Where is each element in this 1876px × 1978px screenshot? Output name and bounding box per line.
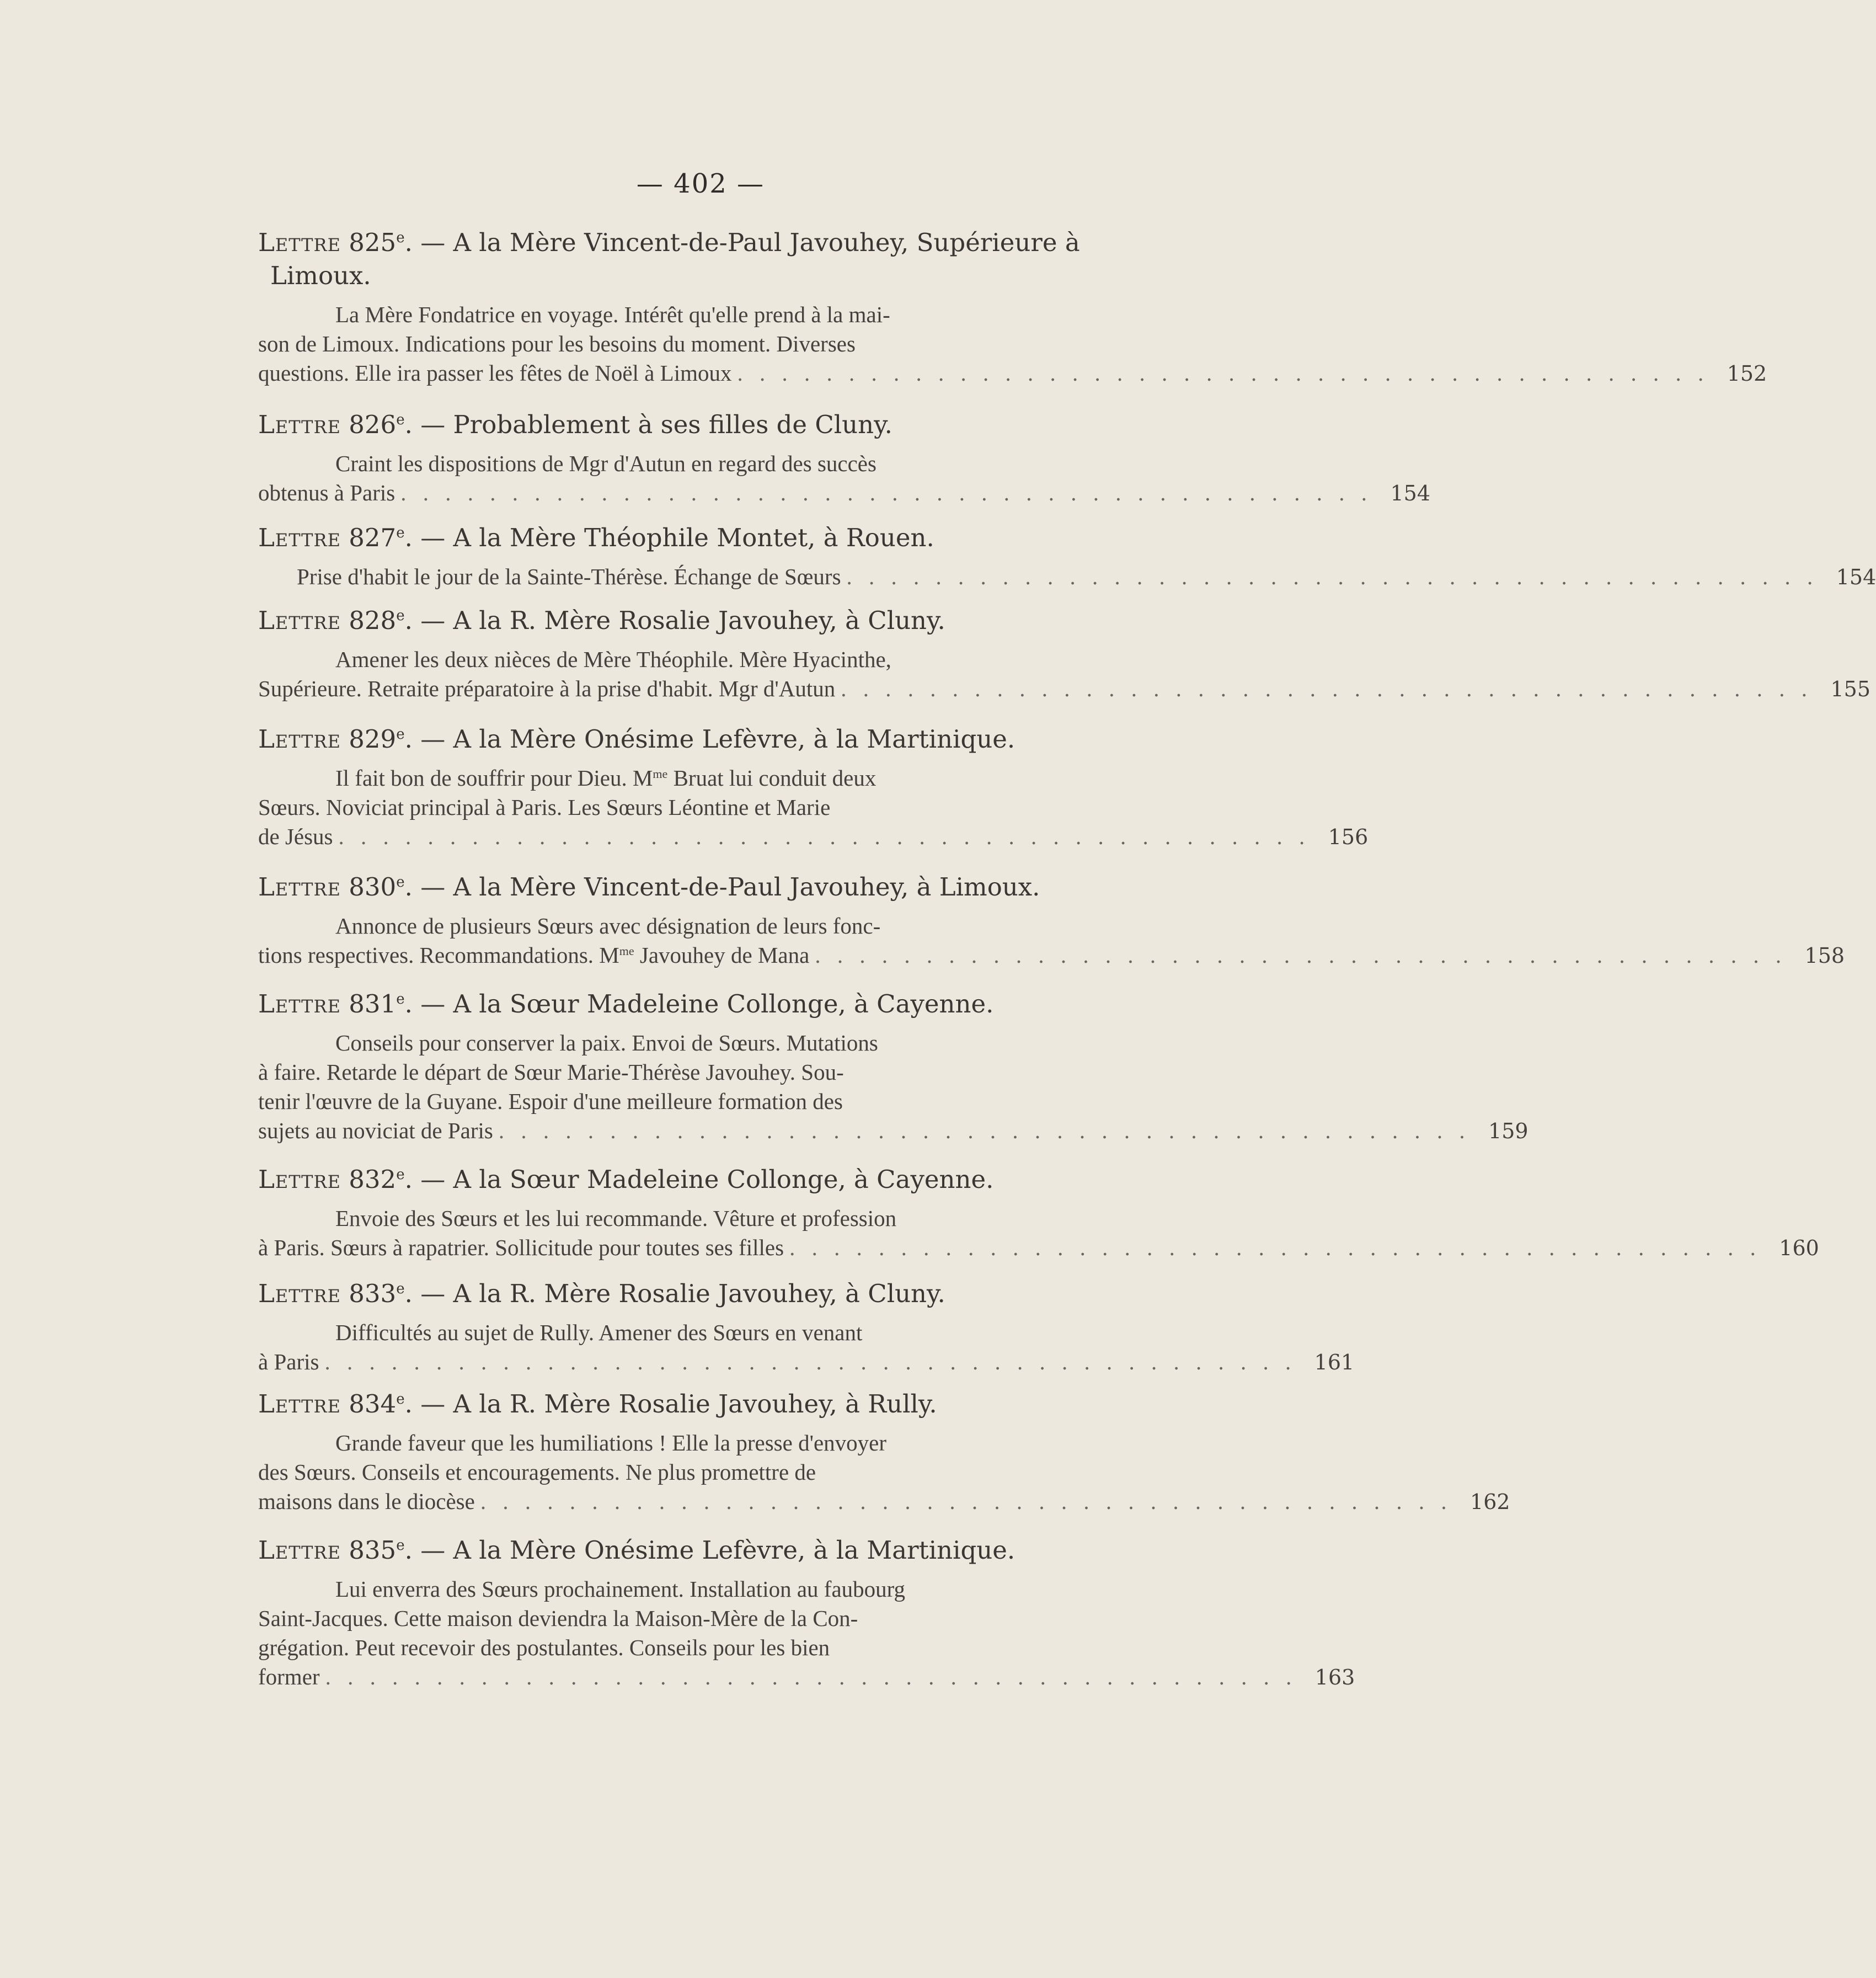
summary-last-line — [258, 562, 1876, 592]
summary-line: Envoie des Sœurs et les lui recommande. Vêture et profession — [335, 1206, 897, 1231]
letter-number: 831 — [349, 989, 397, 1019]
summary-line: Craint les dispositions de Mgr d'Autun en regard des succès — [335, 451, 876, 476]
dot-leader: . . . . . . . . . . . . . . . . . . . . . . . . . . . . . . . . . . . . . . . . . . . . — [338, 824, 1311, 849]
page-reference: 162 — [1470, 1490, 1510, 1514]
dot-leader: . . . . . . . . . . . . . . . . . . . . . . . . . . . . . . . . . . . . . . . . . . . . — [789, 1235, 1761, 1260]
letter-summary — [258, 1204, 1819, 1263]
letter-recipient: . — A la Mère Onésime Lefèvre, à la Martinique. — [404, 724, 1016, 754]
page-reference: 158 — [1804, 943, 1845, 968]
summary-line: tenir l'œuvre de la Guyane. Espoir d'une meilleure formation des — [258, 1089, 843, 1114]
letter-label: Lettre — [258, 1165, 341, 1194]
letter-number: 826 — [349, 410, 397, 439]
letter-title — [258, 871, 1108, 904]
page-reference: 160 — [1779, 1236, 1819, 1260]
letter-label: Lettre — [258, 523, 341, 552]
summary-line: questions. Elle ira passer les fêtes de Noël à Limoux — [258, 360, 732, 386]
letter-label: Lettre — [258, 872, 341, 902]
letter-number: 828 — [349, 606, 397, 635]
letter-entry — [258, 408, 1430, 508]
letter-title — [258, 1277, 1108, 1310]
page-reference: 163 — [1314, 1665, 1355, 1689]
summary-line: Saint-Jacques. Cette maison deviendra la Maison-Mère de la Con- — [258, 1606, 858, 1631]
letter-recipient: . — A la Mère Onésime Lefèvre, à la Martinique. — [404, 1536, 1016, 1565]
letter-recipient: . — A la R. Mère Rosalie Javouhey, à Rully. — [404, 1389, 937, 1419]
summary-line: former — [258, 1664, 320, 1689]
letter-number-suffix: e — [396, 1166, 405, 1183]
letter-summary — [258, 1428, 1510, 1517]
letter-recipient: . — A la Mère Vincent-de-Paul Javouhey, à Limoux. — [404, 872, 1040, 902]
letter-title — [258, 1388, 1108, 1421]
letter-summary — [258, 911, 1845, 971]
letter-number-suffix: e — [396, 1537, 405, 1554]
letter-title — [258, 408, 1108, 441]
letter-label: Lettre — [258, 1536, 341, 1565]
letter-recipient: . — A la Mère Vincent-de-Paul Javouhey, Supérieure à Limoux. — [270, 228, 1080, 290]
summary-line: de Jésus — [258, 824, 333, 849]
summary-last-line — [258, 1116, 1528, 1146]
letter-number-suffix: e — [396, 607, 405, 624]
dot-leader: . . . . . . . . . . . . . . . . . . . . . . . . . . . . . . . . . . . . . . . . . . . . — [325, 1664, 1297, 1689]
summary-line: Il fait bon de souffrir pour Dieu. $M^{me}$ Bruat lui conduit deux — [335, 765, 876, 791]
letter-recipient: . — Probablement à ses filles de Cluny. — [404, 410, 892, 439]
letter-number-suffix: e — [396, 230, 405, 246]
letter-entry — [258, 988, 1528, 1146]
summary-last-line — [258, 359, 1767, 388]
letter-entry — [258, 1388, 1510, 1517]
summary-last-line — [258, 941, 1845, 971]
page-reference: 159 — [1488, 1119, 1528, 1143]
letter-label: Lettre — [258, 606, 341, 635]
letter-entry — [258, 604, 1870, 704]
dot-leader: . . . . . . . . . . . . . . . . . . . . . . . . . . . . . . . . . . . . . . . . . . . . — [737, 360, 1709, 386]
letter-recipient: . — A la Mère Théophile Montet, à Rouen. — [404, 523, 934, 552]
summary-line: Grande faveur que les humiliations ! Elle la presse d'envoyer — [335, 1430, 887, 1455]
letter-number: 832 — [349, 1165, 397, 1194]
summary-line: Prise d'habit le jour de la Sainte-Thérèse. Échange de Sœurs — [297, 564, 841, 589]
summary-line: Supérieure. Retraite préparatoire à la prise d'habit. Mgr d'Autun — [258, 676, 836, 701]
summary-line: Conseils pour conserver la paix. Envoi de Sœurs. Mutations — [335, 1030, 878, 1055]
summary-line: à Paris — [258, 1349, 319, 1374]
letter-number: 833 — [349, 1279, 397, 1308]
page-reference: 154 — [1836, 565, 1876, 589]
dot-leader: . . . . . . . . . . . . . . . . . . . . . . . . . . . . . . . . . . . . . . . . . . . . — [400, 480, 1372, 505]
letter-title — [258, 604, 1108, 637]
dot-leader: . . . . . . . . . . . . . . . . . . . . . . . . . . . . . . . . . . . . . . . . . . . . — [841, 676, 1813, 701]
summary-line: tions respectives. Recommandations. $M^{me}$ Javouhey de Mana — [258, 942, 810, 968]
dot-leader: . . . . . . . . . . . . . . . . . . . . . . . . . . . . . . . . . . . . . . . . . . . . — [480, 1489, 1452, 1514]
letter-number-suffix: e — [396, 1391, 405, 1407]
letter-recipient: . — A la Sœur Madeleine Collonge, à Cayenne. — [404, 989, 994, 1019]
summary-line: grégation. Peut recevoir des postulantes. Conseils pour les bien — [258, 1635, 830, 1660]
summary-last-line — [258, 674, 1870, 704]
letter-number: 825 — [349, 228, 397, 257]
summary-last-line — [258, 1347, 1355, 1377]
letter-summary — [258, 1318, 1355, 1377]
letter-summary — [258, 300, 1767, 388]
letter-label: Lettre — [258, 410, 341, 439]
page-number: — 402 — — [636, 168, 765, 199]
letter-number: 829 — [349, 724, 397, 754]
letter-number-suffix: e — [396, 525, 405, 541]
dot-leader: . . . . . . . . . . . . . . . . . . . . . . . . . . . . . . . . . . . . . . . . . . . . — [498, 1118, 1471, 1143]
letter-number-suffix: e — [396, 991, 405, 1007]
letter-summary — [258, 645, 1870, 704]
letter-number-suffix: e — [396, 1281, 405, 1297]
letter-number: 835 — [349, 1536, 397, 1565]
letter-label: Lettre — [258, 724, 341, 754]
page-reference: 161 — [1314, 1350, 1355, 1374]
summary-line: des Sœurs. Conseils et encouragements. Ne plus promettre de — [258, 1459, 816, 1485]
letter-label: Lettre — [258, 228, 341, 257]
summary-line: Sœurs. Noviciat principal à Paris. Les Sœurs Léontine et Marie — [258, 795, 831, 820]
letter-recipient: . — A la R. Mère Rosalie Javouhey, à Cluny. — [404, 606, 945, 635]
letter-summary — [258, 1575, 1355, 1692]
letter-title — [258, 226, 1108, 292]
letter-number-suffix: e — [396, 874, 405, 891]
letter-title — [258, 1534, 1108, 1567]
summary-line: sujets au noviciat de Paris — [258, 1118, 493, 1143]
summary-line: à faire. Retarde le départ de Sœur Marie-Thérèse Javouhey. Sou- — [258, 1059, 844, 1085]
dot-leader: . . . . . . . . . . . . . . . . . . . . . . . . . . . . . . . . . . . . . . . . . . . . — [324, 1349, 1297, 1374]
letter-number-suffix: e — [396, 412, 405, 428]
letter-entry — [258, 521, 1876, 592]
summary-last-line — [258, 1662, 1355, 1692]
summary-line: Difficultés au sujet de Rully. Amener des Sœurs en venant — [335, 1320, 863, 1345]
letter-entry — [258, 1277, 1355, 1377]
page-reference: 154 — [1390, 481, 1430, 505]
summary-line: Amener les deux nièces de Mère Théophile. Mère Hyacinthe, — [335, 647, 891, 672]
summary-line: Lui enverra des Sœurs prochainement. Installation au faubourg — [335, 1576, 906, 1602]
letter-number: 830 — [349, 872, 397, 902]
page-reference: 155 — [1830, 677, 1870, 701]
letter-summary — [258, 1028, 1528, 1146]
summary-last-line — [258, 1233, 1819, 1263]
letter-entry — [258, 1534, 1355, 1692]
letter-title — [258, 1163, 1108, 1196]
letter-number: 827 — [349, 523, 397, 552]
summary-line: La Mère Fondatrice en voyage. Intérêt qu'elle prend à la mai- — [335, 302, 890, 327]
letter-entry — [258, 1163, 1819, 1263]
letter-entry — [258, 723, 1369, 852]
letter-label: Lettre — [258, 1389, 341, 1419]
letter-title — [258, 521, 1108, 555]
letter-summary — [258, 764, 1369, 852]
letter-summary — [258, 562, 1876, 592]
letter-title — [258, 723, 1108, 756]
letter-label: Lettre — [258, 989, 341, 1019]
summary-line: son de Limoux. Indications pour les besoins du moment. Diverses — [258, 331, 856, 356]
letter-entry — [258, 871, 1845, 971]
letter-label: Lettre — [258, 1279, 341, 1308]
letter-summary — [258, 449, 1430, 508]
summary-line: maisons dans le diocèse — [258, 1489, 475, 1514]
summary-last-line — [258, 822, 1369, 852]
summary-last-line — [258, 1487, 1510, 1517]
dot-leader: . . . . . . . . . . . . . . . . . . . . . . . . . . . . . . . . . . . . . . . . . . . . — [815, 942, 1787, 968]
page-reference: 152 — [1727, 361, 1767, 386]
letter-title — [258, 988, 1108, 1021]
letter-entry — [258, 226, 1767, 388]
page-reference: 156 — [1328, 825, 1369, 849]
summary-last-line — [258, 478, 1430, 508]
summary-line: obtenus à Paris — [258, 480, 395, 505]
letter-number: 834 — [349, 1389, 397, 1419]
summary-line: à Paris. Sœurs à rapatrier. Sollicitude pour toutes ses filles — [258, 1235, 784, 1260]
letter-recipient: . — A la R. Mère Rosalie Javouhey, à Cluny. — [404, 1279, 945, 1308]
letter-number-suffix: e — [396, 726, 405, 743]
summary-line: Annonce de plusieurs Sœurs avec désignation de leurs fonc- — [335, 913, 881, 939]
letter-recipient: . — A la Sœur Madeleine Collonge, à Cayenne. — [404, 1165, 994, 1194]
dot-leader: . . . . . . . . . . . . . . . . . . . . . . . . . . . . . . . . . . . . . . . . . . . . — [846, 564, 1819, 589]
